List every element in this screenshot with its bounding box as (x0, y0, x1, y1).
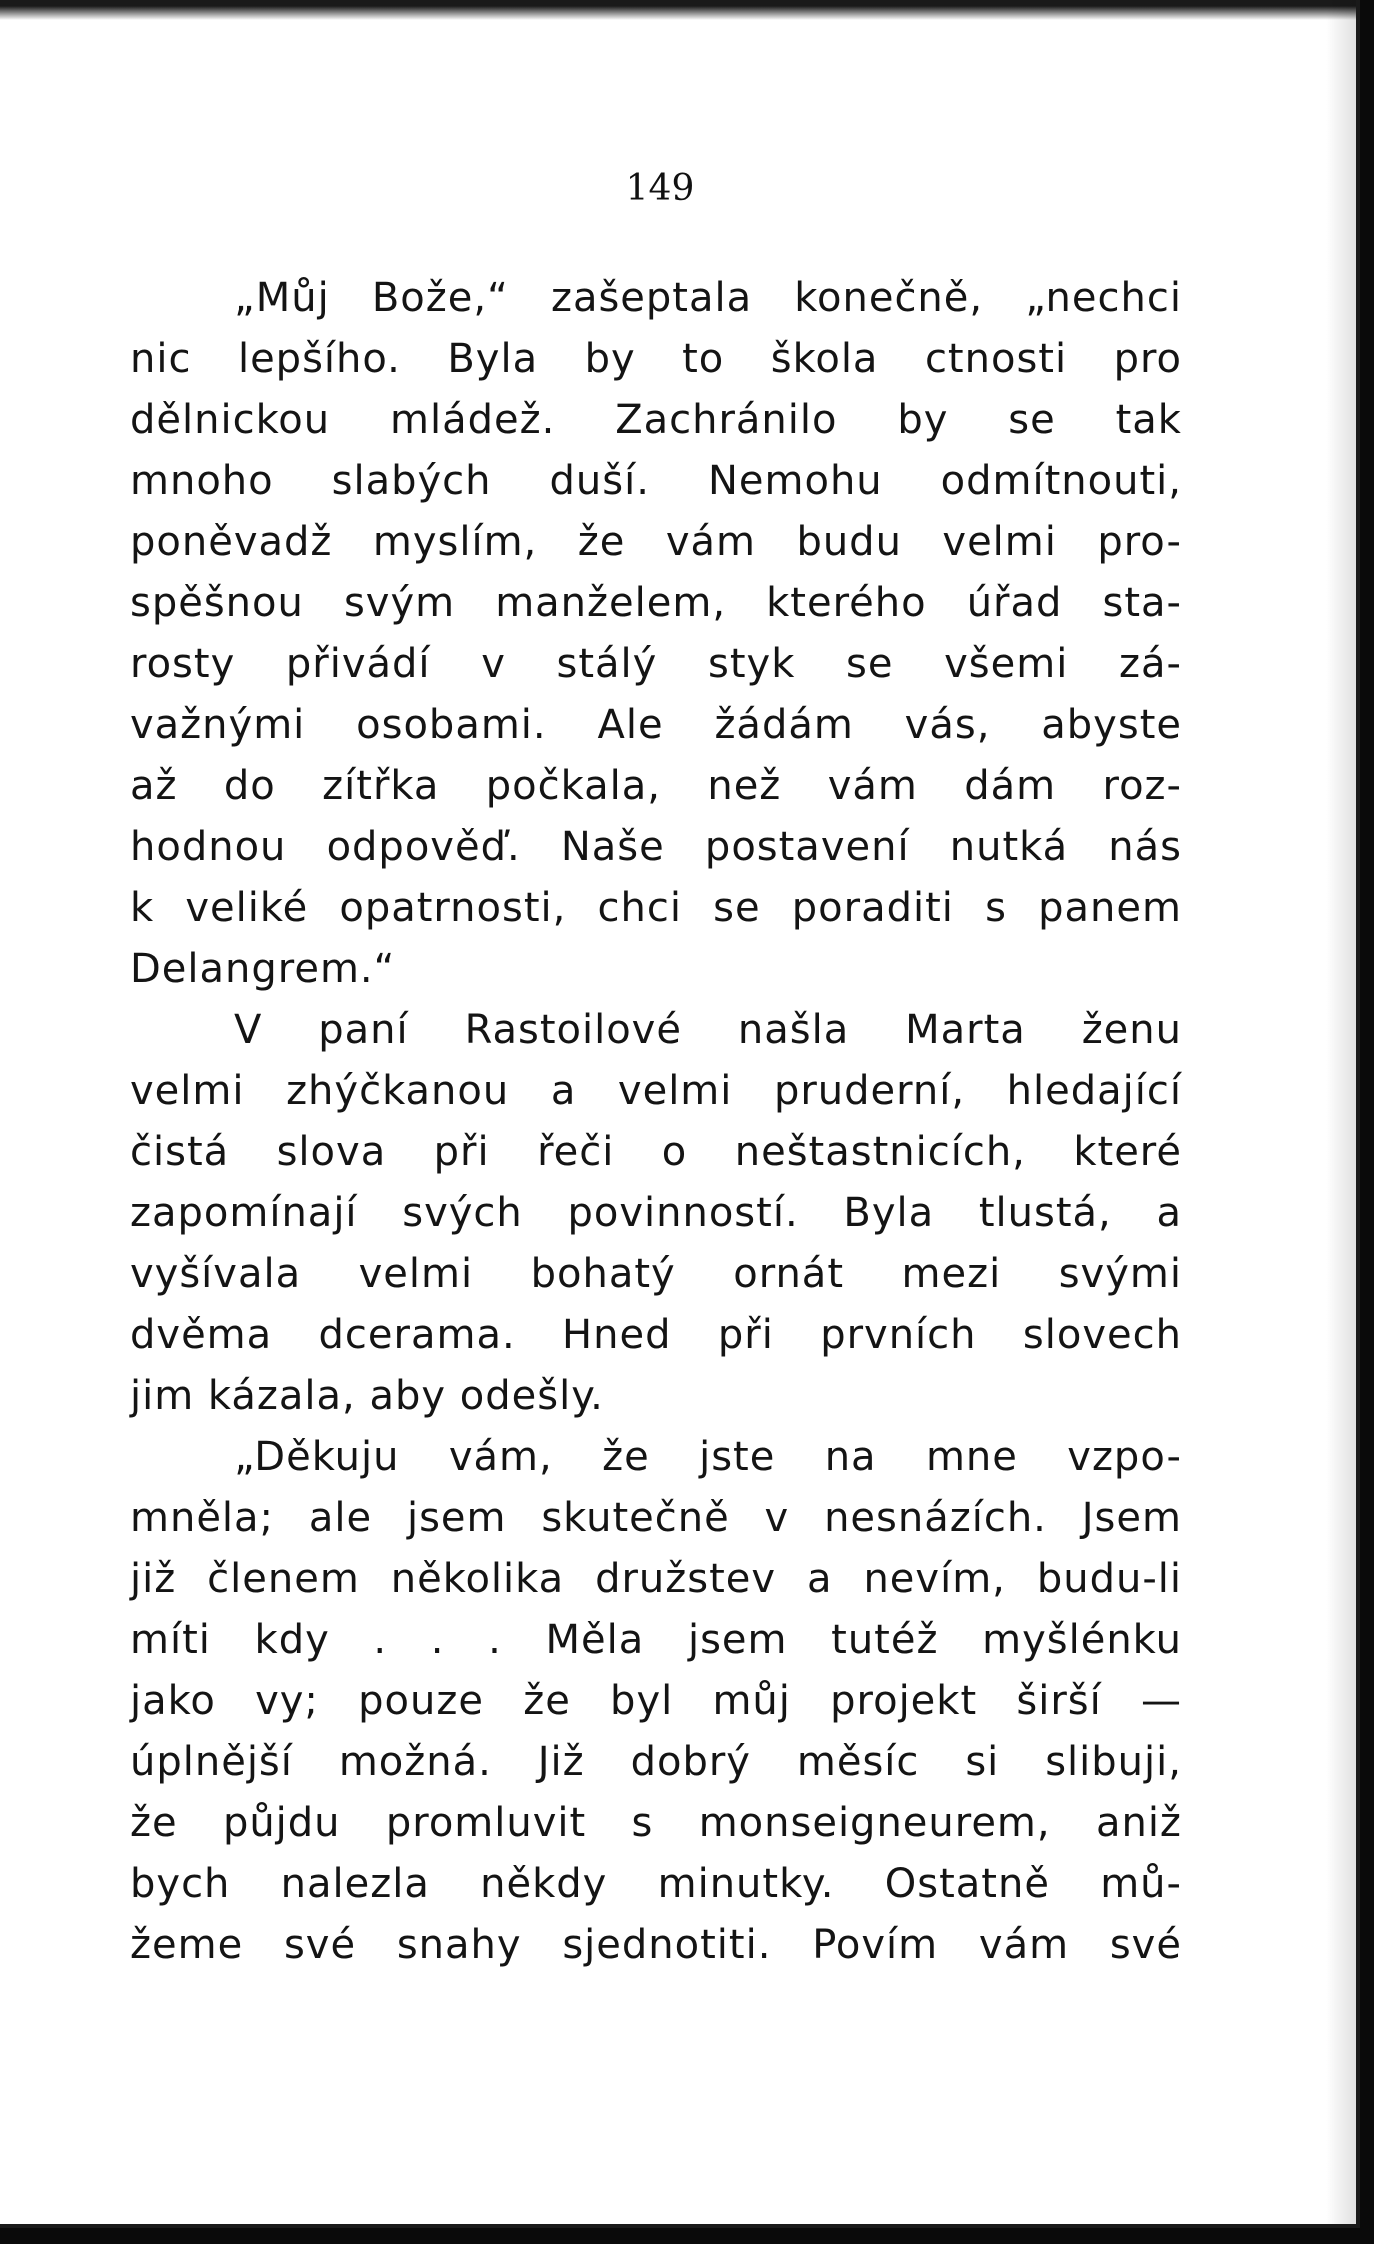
word: paní (318, 1007, 409, 1053)
word: družstev (595, 1556, 777, 1602)
word: můj (712, 1678, 791, 1724)
word: Měla (545, 1617, 645, 1663)
word: našla (737, 1007, 850, 1053)
page-number: 149 (625, 168, 695, 209)
word: jako (130, 1678, 216, 1724)
word: ale (308, 1495, 373, 1541)
word: při (433, 1129, 490, 1175)
word: hodnou (130, 824, 287, 870)
word: zašeptala (550, 275, 753, 321)
text-line (130, 1366, 1182, 1427)
text-line (130, 695, 1182, 756)
word: — (1140, 1678, 1182, 1724)
body-text (130, 268, 1182, 1976)
word: několika (390, 1556, 565, 1602)
text-line (130, 1915, 1182, 1976)
word: při (717, 1312, 774, 1358)
word: žeme (130, 1922, 244, 1968)
word: se (846, 641, 894, 687)
word: ženu (1081, 1007, 1182, 1053)
word: odmítnouti, (940, 458, 1182, 504)
word: styk (708, 641, 796, 687)
word: přivádí (285, 641, 431, 687)
word: tlustá, (978, 1190, 1112, 1236)
word: dám (964, 763, 1057, 809)
text-line (130, 268, 1182, 329)
word: odpověď. (326, 824, 521, 870)
word: Již (537, 1739, 585, 1785)
word: zá- (1118, 641, 1182, 687)
word: odešly. (459, 1373, 604, 1419)
word: se (1008, 397, 1056, 443)
word: slibuji, (1045, 1739, 1182, 1785)
word: zapomínají (130, 1190, 358, 1236)
text-line (130, 390, 1182, 451)
word: . (430, 1617, 445, 1663)
word: zhýčkanou (286, 1068, 510, 1114)
word: promluvit (385, 1800, 587, 1846)
word: pouze (358, 1678, 484, 1724)
word: vyšívala (130, 1251, 302, 1297)
word: širší (1016, 1678, 1102, 1724)
word: Byla (843, 1190, 935, 1236)
word: aniž (1095, 1800, 1182, 1846)
word: roz- (1102, 763, 1182, 809)
text-line (130, 1000, 1182, 1061)
word: počkala, (485, 763, 661, 809)
text-line (130, 1671, 1182, 1732)
text-line (130, 1732, 1182, 1793)
word: a (1156, 1190, 1182, 1236)
word: važnými (130, 702, 306, 748)
word: . (488, 1617, 502, 1663)
word: budu (796, 519, 902, 565)
word: mů- (1100, 1861, 1182, 1907)
word: Jsem (1081, 1495, 1182, 1541)
word: svých (402, 1190, 523, 1236)
word: kterého (766, 580, 927, 626)
word: by (897, 397, 949, 443)
word: byl (610, 1678, 674, 1724)
word: V (234, 1007, 263, 1053)
word: Delangrem.“ (130, 946, 396, 992)
text-line (130, 1305, 1182, 1366)
word: myslím, (372, 519, 538, 565)
word: si (965, 1739, 1000, 1785)
word: nesnázích. (824, 1495, 1047, 1541)
word: jim (130, 1373, 195, 1419)
word: neštastnicích, (734, 1129, 1026, 1175)
text-line (130, 1488, 1182, 1549)
word: velmi (617, 1068, 733, 1114)
text-line (130, 756, 1182, 817)
word: půjdu (222, 1800, 341, 1846)
word: . (373, 1617, 388, 1663)
word: Zachránilo (615, 397, 838, 443)
word: že (577, 519, 626, 565)
word: monseigneurem, (698, 1800, 1051, 1846)
word: ctnosti (924, 336, 1068, 382)
word: budu-li (1036, 1556, 1182, 1602)
word: skutečně (541, 1495, 730, 1541)
word: poraditi (791, 885, 954, 931)
word: vám (978, 1922, 1070, 1968)
text-line (130, 817, 1182, 878)
word: své (283, 1922, 357, 1968)
word: že (130, 1800, 178, 1846)
text-line (130, 939, 1182, 1000)
word: členem (207, 1556, 360, 1602)
word: do (223, 763, 276, 809)
word: prvních (820, 1312, 977, 1358)
word: pro- (1097, 519, 1182, 565)
word: k (130, 885, 155, 931)
word: velmi (358, 1251, 474, 1297)
word: míti (130, 1617, 211, 1663)
word: v (764, 1495, 790, 1541)
word: Hned (562, 1312, 672, 1358)
word: vzpo- (1067, 1434, 1182, 1480)
word: opatrnosti, (339, 885, 567, 931)
word: Rastoilové (464, 1007, 682, 1053)
word: to (682, 336, 725, 382)
word: úřad (966, 580, 1063, 626)
word: na (824, 1434, 877, 1480)
word: úplnější (130, 1739, 293, 1785)
word: nutká (949, 824, 1069, 870)
word: tutéž (831, 1617, 939, 1663)
word: stálý (556, 641, 658, 687)
word: jsem (687, 1617, 788, 1663)
word: bohatý (530, 1251, 676, 1297)
word: vám (827, 763, 918, 809)
word: svým (343, 580, 456, 626)
word: nevím, (863, 1556, 1006, 1602)
word: veliké (185, 885, 309, 931)
word: pro (1113, 336, 1182, 382)
text-line (130, 634, 1182, 695)
word: panem (1038, 885, 1182, 931)
word: rosty (130, 641, 236, 687)
word: v (481, 641, 506, 687)
word: nalezla (280, 1861, 430, 1907)
word: zítřka (322, 763, 440, 809)
word: sjednotiti. (562, 1922, 772, 1968)
word: že (523, 1678, 571, 1724)
word: než (707, 763, 782, 809)
word: se (713, 885, 761, 931)
word: chci (597, 885, 682, 931)
word: s (985, 885, 1007, 931)
word: slovech (1022, 1312, 1182, 1358)
word: o (661, 1129, 688, 1175)
word: Bože,“ (371, 275, 509, 321)
word: mládež. (390, 397, 556, 443)
word: povinností. (567, 1190, 799, 1236)
word: s (631, 1800, 654, 1846)
word: nic (130, 336, 192, 382)
text-line (130, 1122, 1182, 1183)
word: a (807, 1556, 833, 1602)
word: již (130, 1556, 177, 1602)
word: mezi (901, 1251, 1002, 1297)
word: duší. (549, 458, 650, 504)
word: tak (1115, 397, 1182, 443)
word: pruderní, (773, 1068, 966, 1114)
word: velmi (942, 519, 1057, 565)
text-line (130, 329, 1182, 390)
word: Nemohu (707, 458, 883, 504)
word: projekt (830, 1678, 978, 1724)
word: Byla (447, 336, 539, 382)
word: abyste (1041, 702, 1182, 748)
word: by (584, 336, 636, 382)
word: Ostatně (884, 1861, 1050, 1907)
text-line (130, 878, 1182, 939)
word: aby (369, 1373, 447, 1419)
word: vám, (448, 1434, 553, 1480)
word: škola (770, 336, 879, 382)
word: vám (665, 519, 756, 565)
text-line (130, 1061, 1182, 1122)
text-line (130, 1183, 1182, 1244)
word: až (130, 763, 178, 809)
word: žádám (714, 702, 854, 748)
page-top-edge (0, 0, 1356, 20)
word: měsíc (796, 1739, 920, 1785)
word: minutky. (657, 1861, 835, 1907)
word: osobami. (356, 702, 547, 748)
word: konečně, (794, 275, 984, 321)
word: bych (130, 1861, 231, 1907)
word: „Můj (234, 275, 330, 321)
word: všemi (944, 641, 1069, 687)
word: Povím (812, 1922, 939, 1968)
word: Naše (560, 824, 665, 870)
word: nás (1108, 824, 1182, 870)
text-line (130, 1793, 1182, 1854)
word: dvěma (130, 1312, 273, 1358)
page-edge-shadow (1326, 0, 1356, 2224)
word: někdy (480, 1861, 608, 1907)
word: mněla; (130, 1495, 275, 1541)
word: dobrý (630, 1739, 751, 1785)
text-line (130, 1427, 1182, 1488)
text-line (130, 1244, 1182, 1305)
word: „Děkuju (234, 1434, 400, 1480)
word: mne (925, 1434, 1018, 1480)
word: manželem, (495, 580, 727, 626)
word: velmi (130, 1068, 245, 1114)
word: Ale (597, 702, 664, 748)
word: mnoho (130, 458, 274, 504)
text-line (130, 1610, 1182, 1671)
word: snahy (396, 1922, 522, 1968)
word: jste (699, 1434, 776, 1480)
word: spěšnou (130, 580, 304, 626)
word: postavení (704, 824, 910, 870)
word: řeči (537, 1129, 615, 1175)
word: jsem (406, 1495, 507, 1541)
word: vy; (255, 1678, 319, 1724)
text-line (130, 1854, 1182, 1915)
word: kázala, (207, 1373, 356, 1419)
text-line (130, 451, 1182, 512)
word: Marta (905, 1007, 1026, 1053)
word: poněvadž (130, 519, 333, 565)
word: a (550, 1068, 577, 1114)
word: hledající (1006, 1068, 1182, 1114)
word: „nechci (1025, 275, 1182, 321)
word: čistá (130, 1129, 230, 1175)
word: které (1073, 1129, 1182, 1175)
word: slova (276, 1129, 387, 1175)
word: ornát (733, 1251, 844, 1297)
word: dcerama. (318, 1312, 516, 1358)
word: slabých (331, 458, 492, 504)
word: vás, (904, 702, 991, 748)
word: své (1109, 1922, 1182, 1968)
word: možná. (338, 1739, 492, 1785)
word: že (602, 1434, 650, 1480)
text-line (130, 512, 1182, 573)
word: sta- (1102, 580, 1182, 626)
word: kdy (254, 1617, 330, 1663)
word: lepšího. (237, 336, 401, 382)
text-line (130, 1549, 1182, 1610)
word: myšlénku (982, 1617, 1182, 1663)
word: dělnickou (130, 397, 331, 443)
text-line (130, 573, 1182, 634)
word: svými (1058, 1251, 1182, 1297)
